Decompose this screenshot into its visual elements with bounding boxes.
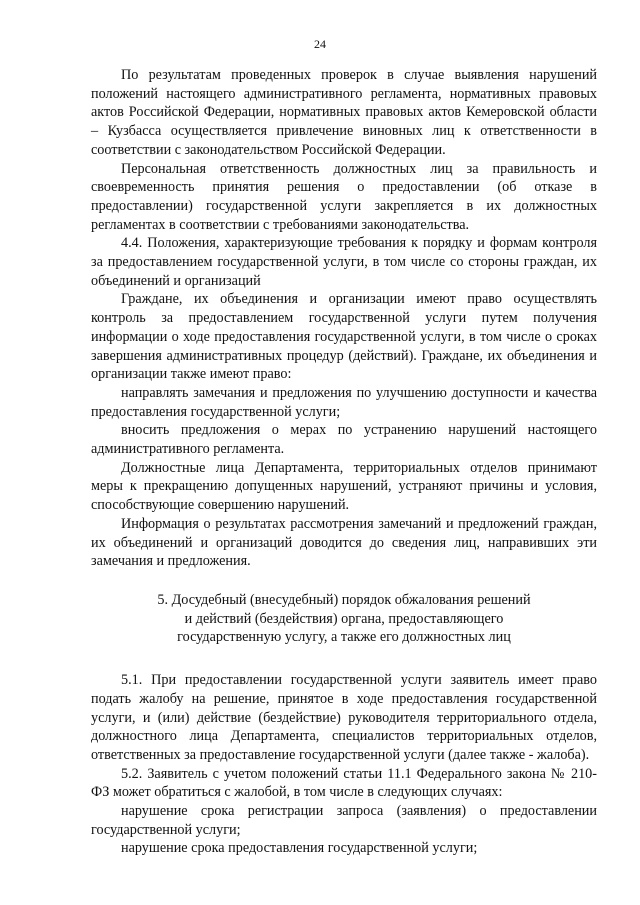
paragraph-violations: По результатам проведенных проверок в случае выявления нарушений положений настоящего административного регламента, нормативных правовых актов Российской Федерации, нормативных правовых актов Кемеровской области – Кузбасса осуществляется привлечение виновных лиц к ответственности в соответствии с законодательством Российской Федерации. [91,67,597,158]
document-body [91,66,597,858]
paragraph-make-proposals: вносить предложения о мерах по устранению нарушений настоящего административного регламента. [91,422,597,458]
paragraph-5-1: 5.1. При предоставлении государственной услуги заявитель имеет право подать жалобу на решение, принятое в ходе предоставления государственной услуги, и (или) действие (бездействие) руководителя территориального отдела, должностного лица Департамента, специалистов территориальных отделов, ответственных за предоставление государственной услуги (далее также - жалоба). [91,672,597,763]
section-heading-line: государственную услугу, а также его должностных лиц [177,629,511,646]
paragraph-4-4: 4.4. Положения, характеризующие требования к порядку и формам контроля за предоставлением государственной услуги, в том числе со стороны граждан, их объединений и организаций [91,235,597,289]
paragraph-officials-measures: Должностные лица Департамента, территориальных отделов принимают меры к прекращению допущенных нарушений, устраняют причины и условия, способствующие совершению нарушений. [91,459,597,514]
paragraph-registration-violation: нарушение срока регистрации запроса (заявления) о предоставлении государственной услуги; [91,803,597,838]
paragraph-results-info: Информация о результатах рассмотрения замечаний и предложений граждан, их объединений и организаций доводится до сведения лиц, направивших эти замечания и предложения. [91,515,597,570]
section-5-heading [91,591,597,647]
paragraph-service-deadline-violation: нарушение срока предоставления государственной услуги; [121,840,478,857]
paragraph-5-2: 5.2. Заявитель с учетом положений статьи 11.1 Федерального закона № 210-ФЗ может обратиться с жалобой, в том числе в следующих случаях: [91,765,597,801]
paragraph-send-remarks: направлять замечания и предложения по улучшению доступности и качества предоставления государственной услуги; [91,384,597,420]
section-heading-line: 5. Досудебный (внесудебный) порядок обжалования решений [157,591,531,608]
paragraph-personal-responsibility: Персональная ответственность должностных лиц за правильность и своевременность принятия решения о предоставлении (об отказе в предоставлении) государственной услуги закрепляется в их должностных регламентах в соответствии с требованиями законодательства. [91,160,597,233]
section-heading-line: и действий (бездействия) органа, предоставляющего [184,610,504,627]
paragraph-citizens-rights: Граждане, их объединения и организации имеют право осуществлять контроль за предоставлением государственной услуги путем получения информации о ходе предоставления государственной услуги, в том числе о сроках завершения административных процедур (действий). Граждане, их объединения и организации также имеют право: [91,291,597,383]
page-number: 24 [314,37,326,51]
